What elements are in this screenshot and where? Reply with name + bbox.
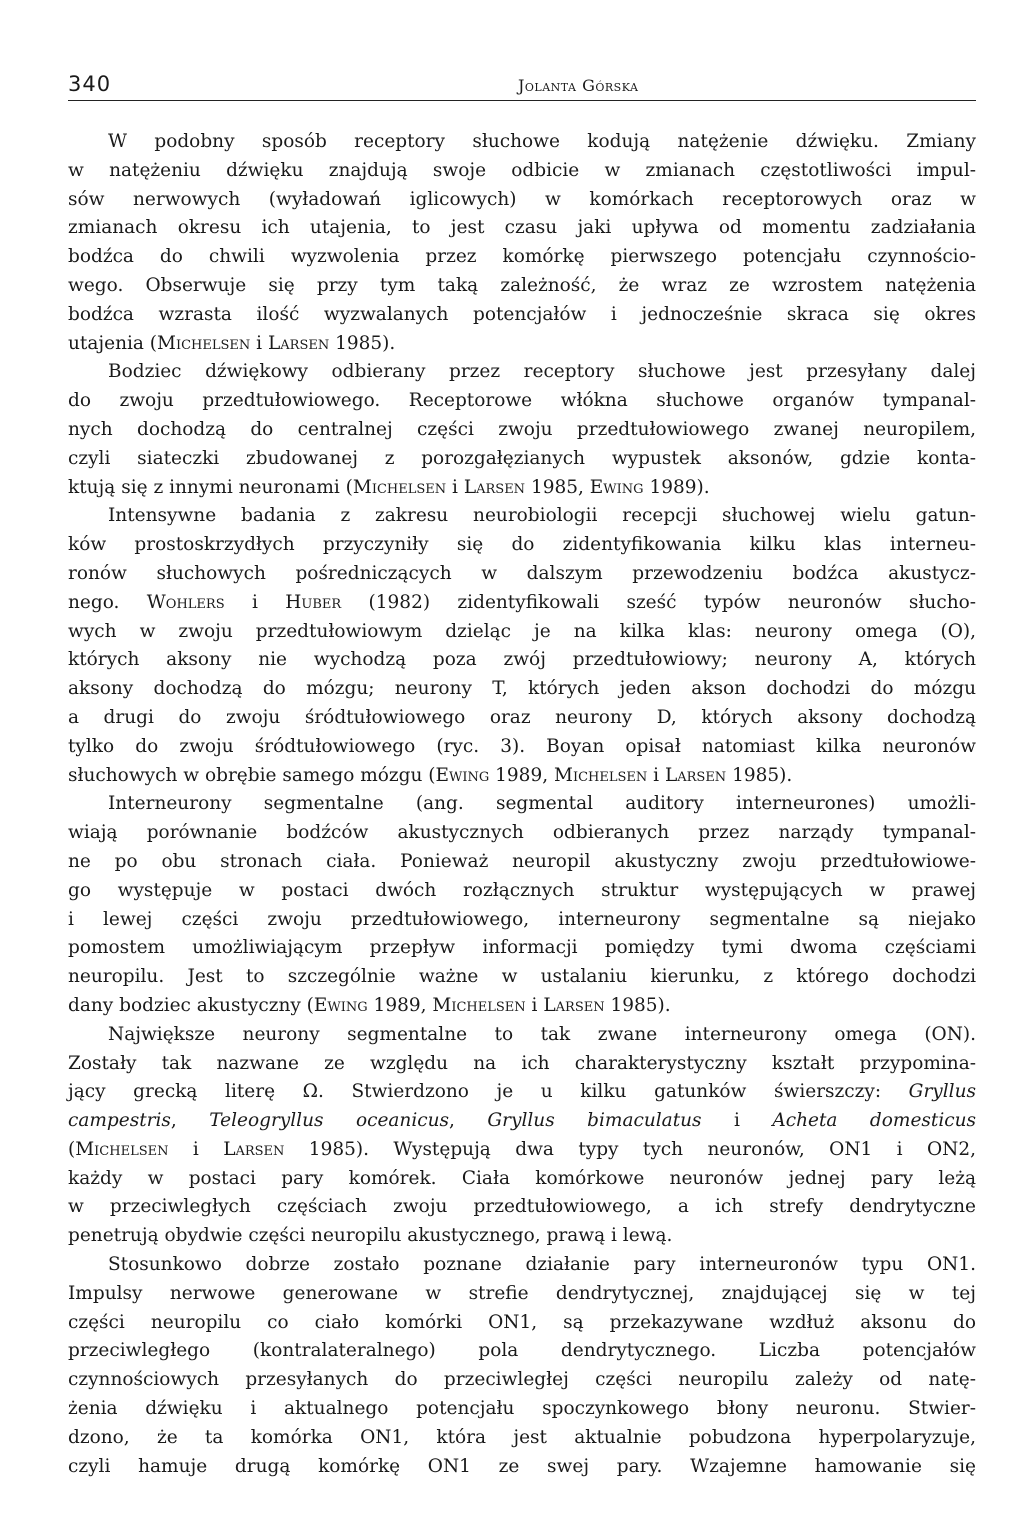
author-name: Ewing [589, 476, 644, 498]
text-run: i [168, 1138, 224, 1160]
text-line: których aksony nie wychodzą poza zwój przedtułowiowy; neurony A, których [68, 649, 976, 671]
text-run: 1985). [329, 332, 396, 354]
text-line: części neuropilu co ciało komórki ON1, są przekazywane wzdłuż aksonu do [68, 1311, 976, 1333]
author-name: Michelsen [352, 476, 447, 498]
text-line: Intensywne badania z zakresu neurobiologii recepcji słuchowej wielu gatun- [108, 505, 976, 527]
text-line: czyli siateczki zbudowanej z porozgałęzianych wypustek aksonów, gdzie konta- [68, 447, 976, 469]
author-name: Michelsen [157, 332, 251, 354]
text-run: (1982) zidentyfikowali sześć typów neuronów słucho- [341, 591, 977, 613]
text-line: Impulsy nerwowe generowane w strefie dendrytycznej, znajdującej się w tej [68, 1282, 976, 1304]
body-text [68, 128, 976, 1481]
text-run: i [446, 476, 464, 498]
author-name: Ewing [435, 764, 490, 786]
text-line: dzono, że ta komórka ON1, która jest aktualnie pobudzona hyperpolaryzuje, [68, 1426, 976, 1448]
author-name: Larsen [463, 476, 526, 498]
text-run: 1985). [604, 994, 671, 1016]
text-run: słuchowych w obrębie samego mózgu ( [68, 764, 436, 786]
text-run: 1985). Występują dwa typy tych neuronów, ON1 i ON2, [284, 1138, 976, 1160]
page-number: 340 [68, 72, 112, 96]
text-run: utajenia ( [68, 332, 158, 354]
text-line: czyli hamuje drugą komórkę ON1 ze swej pary. Wzajemne hamowanie się [68, 1455, 976, 1477]
text-line: wego. Obserwuje się przy tym taką zależność, że wraz ze wzrostem natężenia [68, 274, 976, 296]
text-run: nego. [68, 591, 147, 613]
species-name: Acheta domesticus [772, 1110, 977, 1132]
author-name: Larsen [223, 1138, 285, 1160]
running-head: Jolanta Górska [518, 76, 639, 95]
text-line [68, 1107, 976, 1136]
text-line: sów nerwowych (wyładowań iglicowych) w komórkach receptorowych oraz w [68, 188, 976, 210]
author-name: Larsen [267, 332, 330, 354]
author-name: Larsen [664, 764, 727, 786]
text-line: i lewej części zwoju przedtułowiowego, interneurony segmentalne są niejako [68, 908, 976, 930]
species-name: Teleogryllus oceanicus [209, 1110, 450, 1132]
text-line: do zwoju przedtułowiowego. Receptorowe włókna słuchowe organów tympanal- [68, 390, 976, 412]
text-line: penetrują obydwie części neuropilu akustycznego, prawą i lewą. [68, 1225, 673, 1247]
author-name: Wohlers [146, 591, 225, 613]
text-line [68, 330, 976, 359]
species-name: Gryllus [908, 1081, 976, 1103]
text-run: , [449, 1110, 488, 1132]
text-line: przeciwległego (kontralateralnego) pola dendrytycznego. Liczba potencjałów [68, 1340, 976, 1362]
text-run: dany bodziec akustyczny ( [68, 994, 314, 1016]
text-line: w przeciwległych częściach zwoju przedtułowiowego, a ich strefy dendrytyczne [68, 1196, 976, 1218]
text-run: i [250, 332, 268, 354]
text-run: i [647, 764, 665, 786]
text-line: ne po obu stronach ciała. Ponieważ neuropil akustyczny zwoju przedtułowiowe- [68, 850, 976, 872]
text-line [68, 1136, 976, 1165]
text-line: tylko do zwoju śródtułowiowego (ryc. 3). Boyan opisał natomiast kilka neuronów [68, 735, 976, 757]
text-run: i [701, 1110, 773, 1132]
text-line: w natężeniu dźwięku znajdują swoje odbicie w zmianach częstotliwości impul- [68, 159, 976, 181]
text-line [68, 762, 976, 791]
text-run: 1989, [489, 764, 554, 786]
author-name: Larsen [543, 994, 605, 1016]
text-line: Stosunkowo dobrze zostało poznane działanie pary interneuronów typu ON1. [108, 1254, 976, 1276]
text-run: , [170, 1110, 210, 1132]
text-line: każdy w postaci pary komórek. Ciała komórkowe neuronów jednej pary leżą [68, 1167, 976, 1189]
author-name: Michelsen [75, 1138, 169, 1160]
text-line: ronów słuchowych pośredniczących w dalszym przewodzeniu bodźca akustycz- [68, 562, 976, 584]
text-line [68, 992, 976, 1021]
text-line: bodźca do chwili wyzwolenia przez komórkę pierwszego potencjału czynnościo- [68, 246, 976, 268]
text-run: i [525, 994, 544, 1016]
text-line [68, 474, 976, 503]
page-header [68, 70, 976, 101]
text-line: bodźca wzrasta ilość wyzwalanych potencjałów i jednocześnie skraca się okres [68, 303, 976, 325]
text-line [68, 589, 976, 618]
text-run: 1989). [643, 476, 710, 498]
text-line: aksony dochodzą do mózgu; neurony T, których jeden akson dochodzi do mózgu [68, 678, 976, 700]
author-name: Michelsen [432, 994, 526, 1016]
text-line: go występuje w postaci dwóch rozłącznych struktur występujących w prawej [68, 879, 976, 901]
text-line: ków prostoskrzydłych przyczyniły się do zidentyfikowania kilku klas interneu- [68, 534, 976, 556]
text-line: pomostem umożliwiającym przepływ informacji pomiędzy tymi dwoma częściami [68, 937, 976, 959]
text-line: wiają porównanie bodźców akustycznych odbieranych przez narządy tympanal- [68, 822, 976, 844]
species-name: Gryllus bimaculatus [487, 1110, 702, 1132]
text-line [68, 1078, 976, 1107]
text-line: Największe neurony segmentalne to tak zwane interneurony omega (ON). [108, 1023, 976, 1045]
species-name: campestris [68, 1110, 171, 1132]
text-run: jący grecką literę Ω. Stwierdzono je u kilku gatunków świerszczy: [68, 1081, 909, 1103]
text-run: i [224, 591, 286, 613]
author-name: Huber [285, 591, 342, 613]
text-line: żenia dźwięku i aktualnego potencjału spoczynkowego błony neuronu. Stwier- [68, 1398, 976, 1420]
text-line: Bodziec dźwiękowy odbierany przez receptory słuchowe jest przesyłany dalej [108, 361, 976, 383]
text-run: 1985). [726, 764, 793, 786]
text-line: zmianach okresu ich utajenia, to jest czasu jaki upływa od momentu zadziałania [68, 217, 976, 239]
text-line: czynnościowych przesyłanych do przeciwległej części neuropilu zależy od natę- [68, 1369, 976, 1391]
text-line: wych w zwoju przedtułowiowym dzieląc je na kilka klas: neurony omega (O), [68, 620, 976, 642]
author-name: Ewing [313, 994, 368, 1016]
text-line: nych dochodzą do centralnej części zwoju przedtułowiowego zwanej neuropilem, [68, 418, 976, 440]
text-line: neuropilu. Jest to szczególnie ważne w ustalaniu kierunku, z którego dochodzi [68, 966, 976, 988]
text-run: 1989, [367, 994, 433, 1016]
text-run: 1985, [525, 476, 590, 498]
text-run: ( [68, 1138, 76, 1160]
text-run: ktują się z innymi neuronami ( [68, 476, 353, 498]
author-name: Michelsen [554, 764, 648, 786]
text-line: Zostały tak nazwane ze względu na ich charakterystyczny kształt przypomina- [68, 1052, 976, 1074]
text-line: Interneurony segmentalne (ang. segmental auditory interneurones) umożli- [108, 793, 976, 815]
text-line: W podobny sposób receptory słuchowe kodują natężenie dźwięku. Zmiany [108, 131, 976, 152]
text-line: a drugi do zwoju śródtułowiowego oraz neurony D, których aksony dochodzą [68, 706, 976, 728]
